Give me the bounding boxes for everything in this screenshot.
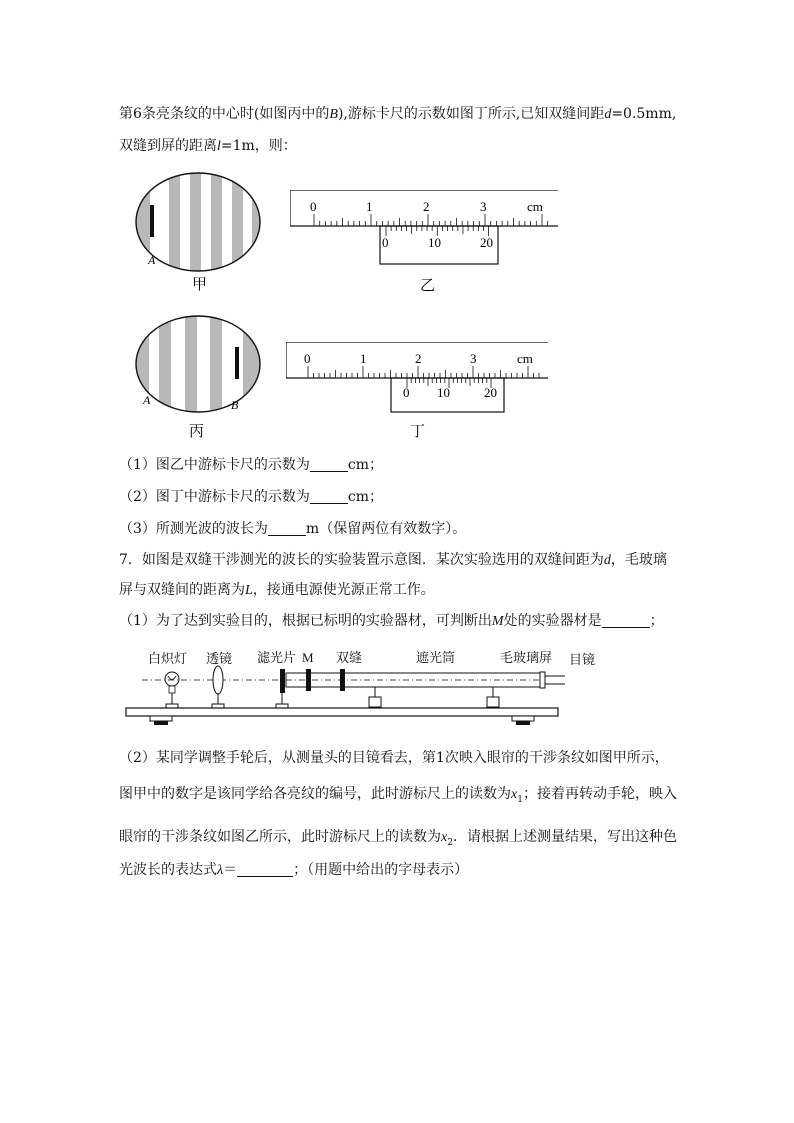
text: ，毛玻璃 [610,552,667,568]
problem7-q2-line-4 [119,860,468,881]
figure-caption: 甲 [192,277,208,293]
figure-jia [130,170,270,300]
problem7-q2-line-3 [119,827,677,853]
var-l: L [245,583,253,598]
var-m: M [491,614,504,629]
text: cm； [347,489,384,505]
tick-label: 2 [423,199,430,214]
answer-blank[interactable] [602,613,650,628]
label-lamp: 白炽灯 [148,651,188,666]
tick-label: 10 [428,235,441,250]
label-eyepiece-text: 目镜 [569,653,596,668]
figure-yi-vernier [290,190,565,295]
label-m: M [302,650,314,665]
label-a: A [143,393,151,407]
crosshair-marker [235,347,239,379]
text: ；接着再转动手轮，映入 [522,786,677,802]
text: ； [649,613,664,629]
text: 屏与双缝间的距离为 [119,582,245,598]
text: （3）所测光波的波长为 [119,521,268,537]
text: m（保留两位有效数字）。 [305,521,467,537]
main-scale-ticks [308,366,539,378]
subscript: 1 [517,794,523,805]
text: （1）图乙中游标卡尺的示数为 [119,457,310,473]
text: ；（用题中给出的字母表示） [293,862,469,878]
var-b: B [329,107,338,122]
var-x: x [441,830,448,845]
label-screen: 毛玻璃屏 [500,650,553,665]
text: 双缝到屏的距离 [119,138,217,154]
subscript: 2 [447,837,453,848]
label-lens: 透镜 [206,651,233,666]
text: ＝ [223,862,238,878]
main-scale-ticks [314,214,548,226]
problem7-q1 [119,611,664,632]
text: cm； [347,457,384,473]
answer-blank[interactable] [268,521,306,536]
tick-label: 0 [304,351,311,366]
text: 7．如图是双缝干涉测光的波长的实验装置示意图．某次实验选用的双缝间距为 [119,552,604,568]
figure-ding-vernier [286,342,556,442]
tick-label: 2 [415,351,422,366]
text: （1）为了达到实验目的，根据已标明的实验器材，可判断出 [119,613,492,629]
answer-blank[interactable] [310,489,348,504]
text: 第6条亮条纹的中心时(如图丙中的 [119,106,330,122]
label-b: B [231,398,239,412]
var-x: x [511,787,518,802]
figure-caption: 丙 [189,424,205,440]
tick-label: 3 [480,199,487,214]
tick-label: 0 [310,199,317,214]
text: ),游标卡尺的示数如图丁所示,已知双缝间距 [337,106,605,122]
var-lambda: λ [217,863,224,878]
tick-label: 1 [366,199,373,214]
var-d: d [603,553,611,568]
question-3 [119,519,466,539]
text: 处的实验器材是 [503,613,602,629]
tick-label: 0 [382,235,389,250]
intro-line-1 [119,104,676,125]
tick-label: 20 [484,385,497,400]
problem7-q2-line-2 [119,784,677,810]
label-tube: 遮光筒 [416,650,456,665]
tick-label: 3 [470,351,477,366]
intro-line-2 [119,136,297,157]
text: （2）图丁中游标卡尺的示数为 [119,489,310,505]
question-1 [119,455,383,475]
figure-caption: 乙 [420,278,436,294]
answer-blank[interactable] [237,862,293,877]
text: =0.5mm, [611,106,677,122]
tick-label: 1 [360,351,367,366]
label-a: A [148,253,156,267]
label-double-slit: 双缝 [336,650,363,665]
apparatus-diagram [120,645,565,735]
text: ．请根据上述测量结果，写出这种色 [452,829,677,845]
var-d: d [604,107,612,122]
optical-bench [126,708,558,716]
text: 图甲中的数字是该同学给各亮纹的编号，此时游标尺上的读数为 [119,786,511,802]
crosshair-marker [150,205,154,237]
text: 眼帘的干涉条纹如图乙所示，此时游标尺上的读数为 [119,829,441,845]
unit-label: cm [527,199,543,214]
text: （2）某同学调整手轮后，从测量头的目镜看去，第1次映入眼帘的干涉条纹如图甲所示， [119,750,669,766]
problem7-line-1 [119,550,667,571]
text: 光波长的表达式 [119,862,217,878]
problem7-q2-line-1 [119,748,669,768]
var-l: l [217,139,221,154]
unit-label: cm [517,351,533,366]
answer-blank[interactable] [310,457,348,472]
tick-label: 10 [437,385,450,400]
problem7-line-2 [119,580,435,601]
question-2 [119,487,383,507]
text: =1m，则： [220,138,297,154]
figure-bing [130,312,270,442]
label-filter: 滤光片 [257,650,297,665]
text: ，接通电源使光源正常工作。 [252,582,435,598]
tick-label: 0 [403,385,410,400]
figure-caption: 丁 [410,424,426,440]
tick-label: 20 [480,235,493,250]
